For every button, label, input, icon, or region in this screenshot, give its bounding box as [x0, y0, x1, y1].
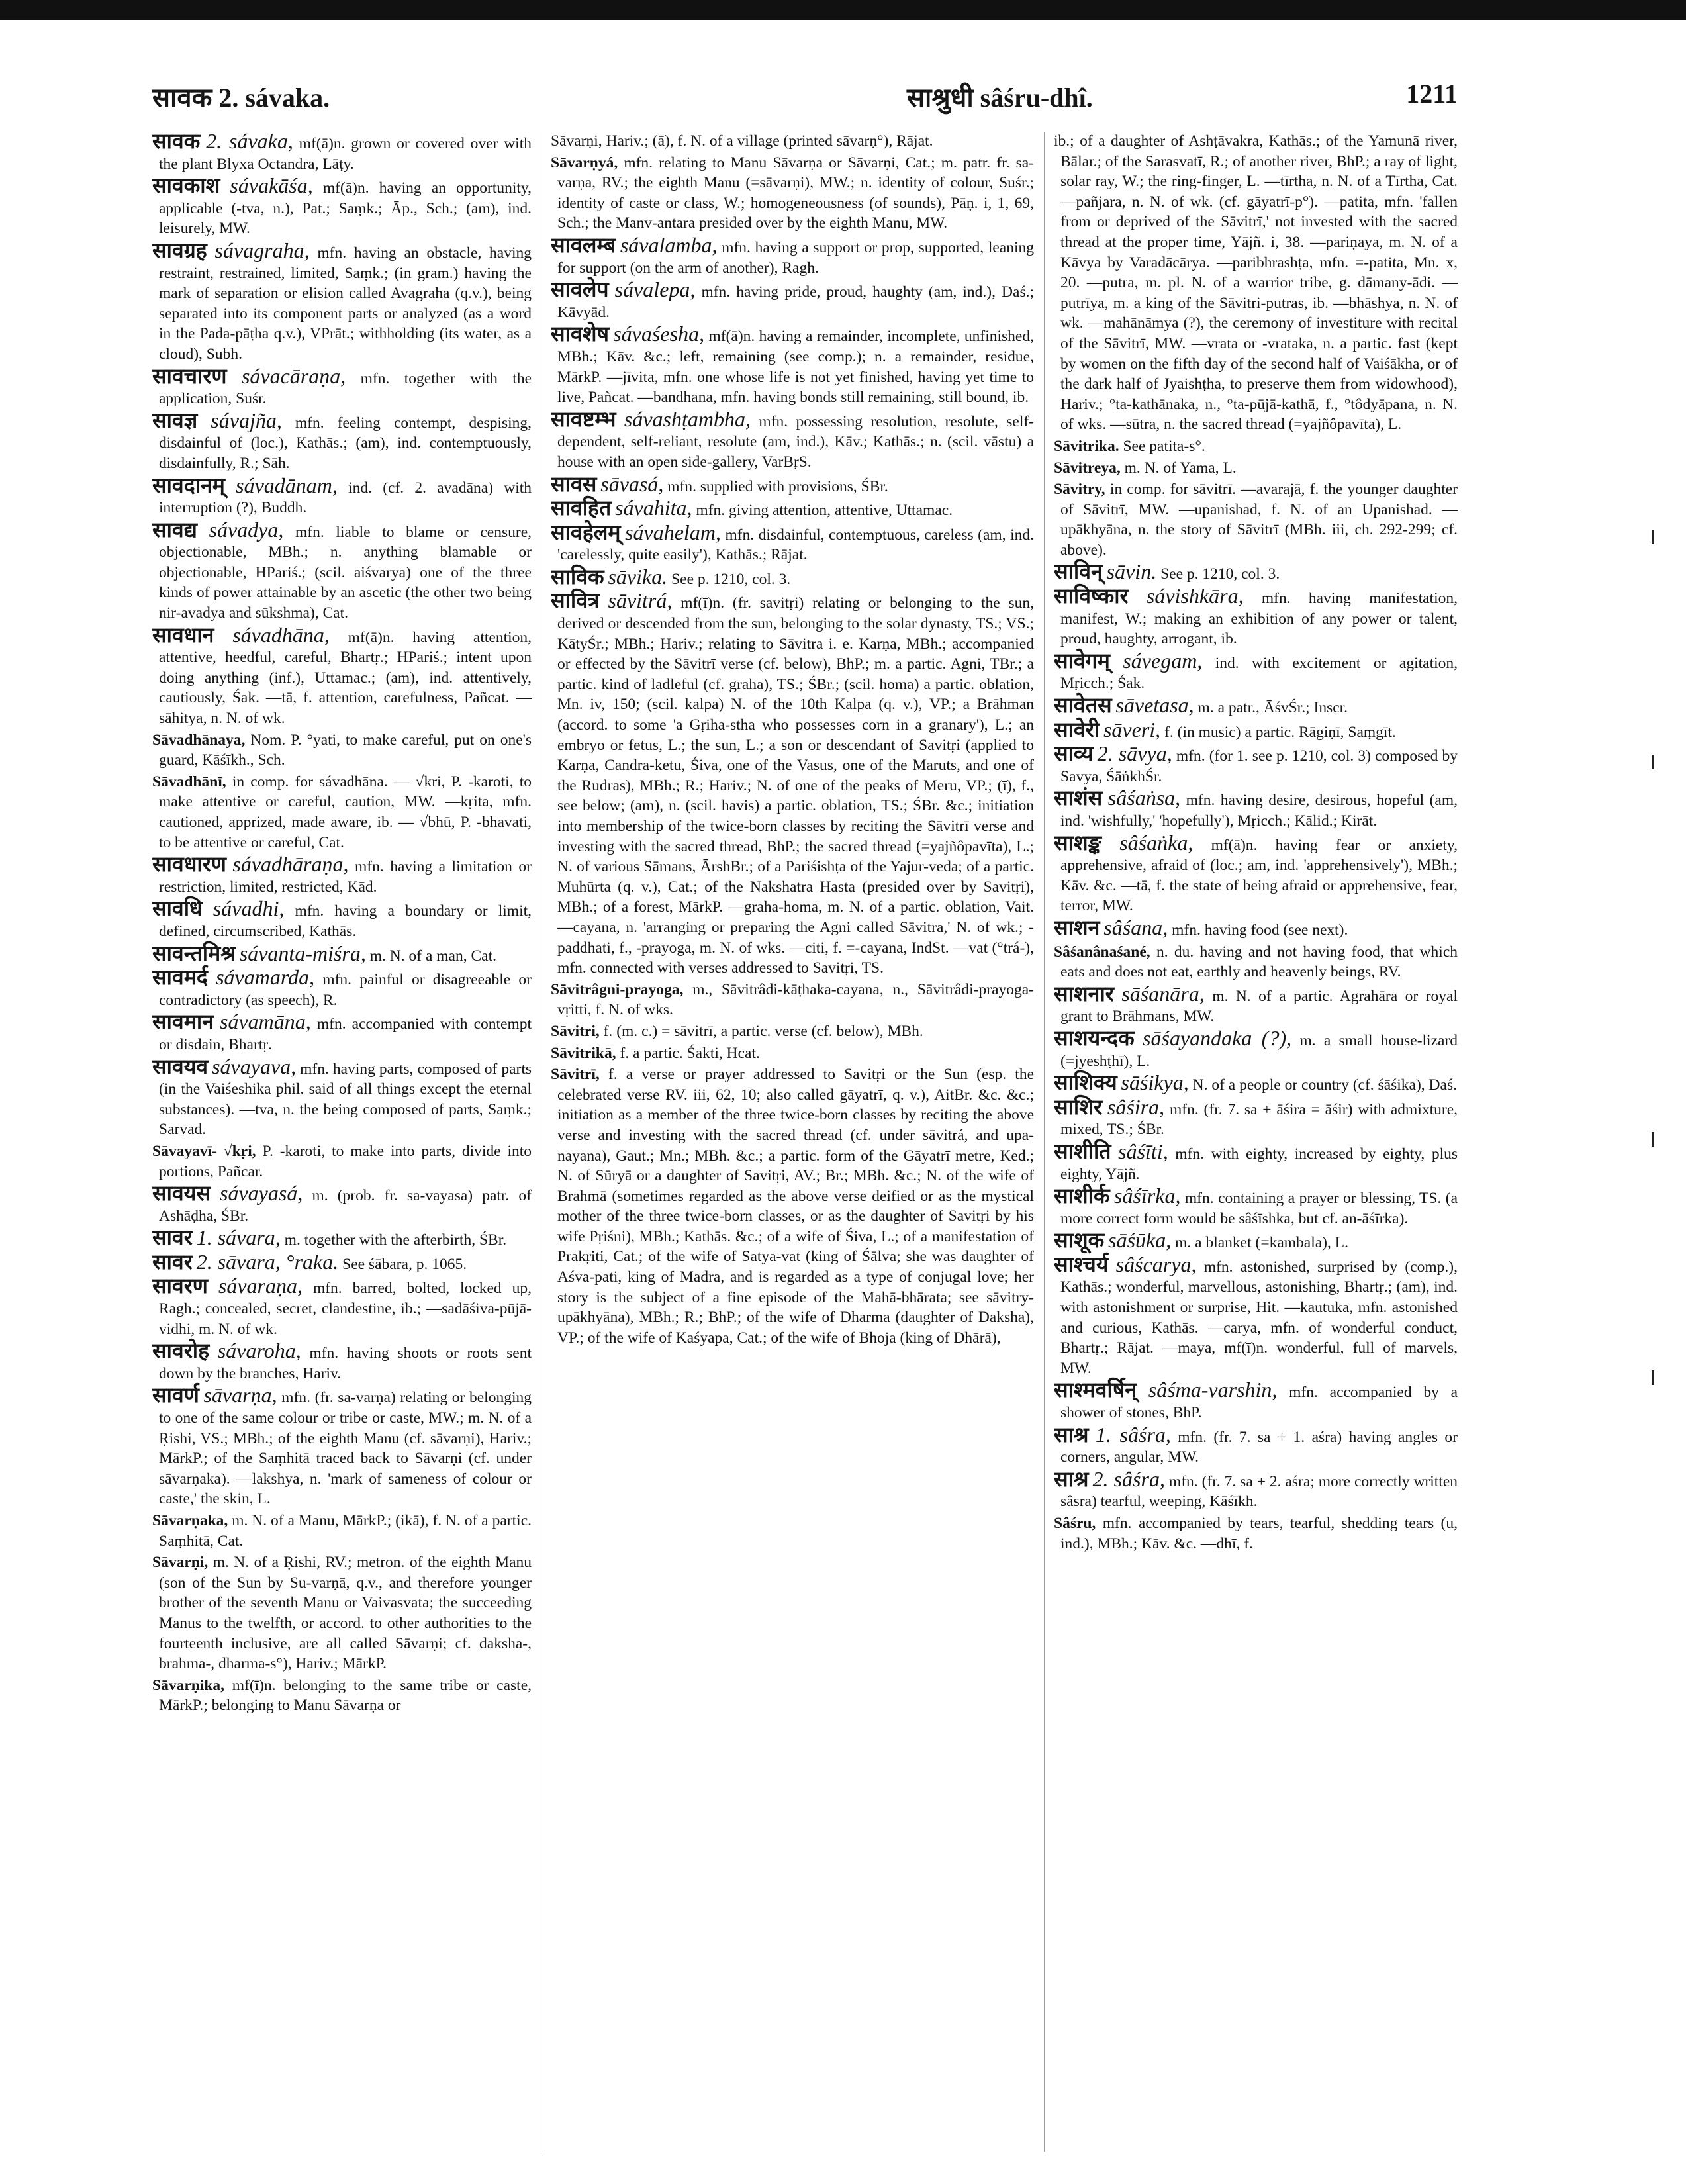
entry-definition: mf(ā)n. having attention, attentive, heedful, careful, Bhartṛ.; HPariś.; intent upon doing anything (inf.), Uttamac.; (am), ind. attentively, cautiously, Śak. —tā, f. attention, carefulness, Pañcat. —sāhitya, n. N. of wk. — [159, 628, 532, 728]
headword-devanagari: सावरण — [152, 1274, 208, 1298]
entry-definition: mfn. accompanied by tears, tearful, shedding tears (u, ind.), MBh.; Kāv. &c. —dhī, f. — [1060, 1515, 1458, 1552]
headword-devanagari: साशङ्क — [1054, 830, 1101, 855]
headword-devanagari: साशनार — [1054, 981, 1114, 1006]
dictionary-entry — [152, 1054, 532, 1140]
entry-definition: mfn. containing a prayer or blessing, TS. (a more correct form would be sâśīshka, but cf. an-āśīrka). — [1060, 1190, 1458, 1227]
entry-definition: mfn. having manifestation, manifest, W.; making an exhibition of any power or talent, proud, haughty, arrogant, ib. — [1060, 590, 1458, 648]
headword-transliteration: sávadhāna, — [232, 622, 330, 647]
headword-transliteration: sāśanāra, — [1121, 981, 1205, 1006]
headword-transliteration: sávadānam, — [236, 473, 338, 497]
entry-definition: m. together with the afterbirth, ŚBr. — [284, 1231, 507, 1249]
entry-definition: mfn. possessing resolution, resolute, self-dependent, self-reliant, resolute (am, ind.), Kāv.; Kathās.; n. (scil. vāstu) a house with an open side-gallery, VarBṛS. — [557, 412, 1034, 471]
dictionary-entry — [551, 232, 1034, 278]
entry-definition: n. du. having and not having food, that which eats and does not eat, earthly and heavenly beings, RV. — [1060, 943, 1458, 981]
headword-transliteration: sāvarṇa, — [203, 1383, 277, 1407]
dictionary-entry — [152, 410, 532, 474]
headword-devanagari: सावधारण — [152, 852, 226, 877]
subentry-headword: Sāvitreya, — [1054, 459, 1121, 477]
headword-devanagari: सावचारण — [152, 363, 227, 388]
dictionary-entry — [152, 1385, 532, 1509]
headword-devanagari: साशंस — [1054, 786, 1103, 810]
headword-transliteration: 2. sávaka, — [206, 131, 293, 153]
dictionary-entry — [152, 240, 532, 365]
subentry-headword: Sāvitri, — [551, 1022, 600, 1040]
headword-transliteration: sávashṭambha, — [624, 406, 751, 431]
dictionary-entry — [152, 1183, 532, 1226]
headword-devanagari: सावशेष — [551, 322, 609, 346]
headword-devanagari: साशन — [1054, 915, 1100, 939]
dictionary-entry — [1054, 915, 1458, 941]
entry-definition: mfn. having an obstacle, having restraint, restrained, limited, Saṃk.; (in gram.) having the mark of separation or elision called Avagraha (q.v.), being separated into its component parts or analyzed (as a word in the Pada-pāṭha q.v.), VPrāt.; withholding (its water, as a cloud), Subh. — [159, 244, 532, 363]
entry-definition: f. a verse or prayer addressed to Savitṛi or the Sun (esp. the celebrated verse RV. iii, 62, 10; also called gāyatrī, q. v.), AitBr. &c. &c.; initiation as a member of the three twice-born classes by reciting the above verse and investing with the sacred thread (cf. under sāvitrá, and upa-nayana), Gaut.; Mn.; MBh. &c.; a partic. form of the Gāyatrī metre, Ked.; N. of Sūryā or a daughter of Savitṛi, AV.; Br.; MBh. &c.; N. of the wife of Brahmā (sometimes regarded as the above verse deified or as the mystical mother of the three twice-born classes, or as the daughter of Savitṛi by his wife Pṛiśni), MBh.; Kathās. &c.; of a wife of Śiva, L.; of a manifestation of Prakṛiti, Cat.; of the wife of Satya-vat (king of Śālva; she was daughter of Aśva-pati, king of Madra, and is regarded as a type of conjugal love; her story is the subject of a fine episode of the Mahā-bhārata; see sāvitry-upākhyāna), MBh.; R.; BhP.; of the wife of Dharma (daughter of Daksha), VP.; of the wife of Kaśyapa, Cat.; of the wife of Bhoja (king of Dhārā), — [557, 1066, 1034, 1347]
entry-definition: m. N. of a Ṛishi, RV.; metron. of the eighth Manu (son of the Sun by Su-varṇā, q.v., and therefore younger brother of the seventh Manu or Vaivasvata; the succeeding Manus to the twelfth, or accord. to other authorities to the fourteenth inclusive, are all called Sāvarṇi; cf. daksha-, brahma-, dharma-s°), Hariv.; MārkP. — [159, 1554, 532, 1673]
entry-definition: mfn. (fr. sa-varṇa) relating or belonging to one of the same colour or tribe or caste, MW.; m. N. of a Ṛishi, VS.; MBh.; of the eighth Manu (cf. sāvarṇi), Hariv.; MārkP.; of the Saṃhitā traced back to Sāvarṇi (cf. under sāvarṇaka). —lakshya, n. 'mark of sameness of colour or caste,' the skin, L. — [159, 1389, 532, 1508]
headword-devanagari: सावमर्द — [152, 965, 208, 990]
entry-definition: Nom. P. °yati, to make careful, put on one's guard, Kāśīkh., Sch. — [159, 731, 532, 769]
headword-devanagari: सावयव — [152, 1054, 209, 1078]
entry-definition: mfn. having a limitation or restriction, limited, restricted, Kād. — [159, 858, 532, 896]
dictionary-entry — [551, 324, 1034, 407]
dictionary-entry — [1054, 1466, 1458, 1512]
dictionary-entry — [1054, 436, 1458, 457]
headword-transliteration: sâśaṅsa, — [1107, 786, 1181, 810]
headword-devanagari: सावद्य — [152, 517, 197, 542]
dictionary-entry — [152, 1676, 532, 1716]
headword-devanagari: सावित्र — [551, 589, 600, 613]
headword-transliteration: sâśīti, — [1118, 1139, 1168, 1163]
entry-definition: mf(ā)n. having an opportunity, applicable (-tva, n.), Pat.; Saṃk.; Āp., Sch.; (am), ind. leisurely, MW. — [159, 179, 532, 238]
headword-devanagari: साशिक्य — [1054, 1070, 1117, 1095]
entry-definition: See p. 1210, col. 3. — [1160, 565, 1280, 583]
headword-transliteration: sāvetasa, — [1115, 693, 1194, 718]
dictionary-entry — [1054, 1072, 1458, 1096]
entry-definition: mfn. having food (see next). — [1172, 921, 1348, 939]
dictionary-entry — [551, 591, 1034, 978]
headword-transliteration: 1. sávara, — [196, 1225, 281, 1250]
headword-transliteration: sāśūka, — [1108, 1228, 1172, 1253]
headword-transliteration: sâśana, — [1103, 915, 1168, 939]
entry-definition: mfn. having desire, desirous, hopeful (am, ind. 'wishfully,' 'hopefully'), Mṛicch.; Kālid.; Kirāt. — [1060, 792, 1458, 830]
entry-definition: ind. (cf. 2. avadāna) with interruption (?), Buddh. — [159, 479, 532, 517]
entry-definition: mfn. disdainful, contemptuous, careless (am, ind. 'carelessly, quite easily'), Kathās.; Rājat. — [557, 526, 1034, 564]
headword-transliteration: sávahita, — [615, 496, 692, 520]
subentry-headword: Sāvitrâgni-prayoga, — [551, 980, 684, 998]
subentry-headword: Sāvitrikā, — [551, 1044, 616, 1062]
dictionary-entry — [152, 967, 532, 1010]
headword-transliteration: sāvasá, — [600, 471, 664, 496]
headword-transliteration: sávaśesha, — [613, 322, 705, 346]
entry-definition: Sāvarṇi, Hariv.; (ā), f. N. of a village (printed sāvarṇ°), Rājat. — [551, 132, 933, 150]
column-1 — [152, 131, 532, 2157]
headword-devanagari: सावेगम् — [1054, 648, 1110, 673]
dictionary-entry — [1054, 1141, 1458, 1184]
dictionary-entry — [551, 471, 1034, 497]
headword-devanagari: सावधान — [152, 622, 214, 647]
headword-transliteration: sávacāraṇa, — [241, 363, 346, 388]
margin-tick — [1652, 1132, 1654, 1147]
entry-definition: mfn. together with the application, Suśr. — [159, 369, 532, 408]
headword-transliteration: 2. sāvara, °raka. — [196, 1249, 339, 1274]
entry-definition: in comp. for sávadhāna. — √kri, P. -karoti, to make attentive or careful, caution, MW. —kṛita, mfn. cautioned, apprized, made aware, ib. — √bhū, P. -bhavati, to be attentive or careful, Cat. — [159, 773, 532, 851]
dictionary-entry — [551, 131, 1034, 152]
headword-transliteration: sávamāna, — [220, 1010, 311, 1034]
page-header — [152, 78, 1458, 124]
headword-devanagari: साव्य — [1054, 741, 1094, 766]
headword-transliteration: sávayava, — [212, 1054, 297, 1078]
headword-devanagari: साशिर — [1054, 1094, 1103, 1119]
entry-definition: f. (m. c.) = sāvitrī, a partic. verse (cf. below), MBh. — [603, 1022, 923, 1040]
headword-transliteration: sávadhāraṇa, — [232, 852, 349, 877]
headword-transliteration: sāvitrá, — [608, 589, 673, 613]
headword-devanagari: सावर्ण — [152, 1383, 199, 1407]
headword-devanagari: सावष्टम्भ — [551, 406, 616, 431]
headword-devanagari: सावक — [152, 131, 201, 153]
entry-definition: m. a patr., ĀśvŚr.; Inscr. — [1197, 699, 1348, 717]
headword-transliteration: sávaroha, — [217, 1339, 301, 1363]
dictionary-entry — [1054, 1025, 1458, 1071]
headword-devanagari: साशीति — [1054, 1139, 1111, 1163]
dictionary-entry — [551, 1065, 1034, 1348]
headword-devanagari: सावरोह — [152, 1339, 210, 1363]
dictionary-entry — [152, 175, 532, 239]
dictionary-entry — [152, 475, 532, 518]
entry-definition: mfn. relating to Manu Sāvarṇa or Sāvarṇi, Cat.; m. patr. fr. sa-varṇa, RV.; the eighth Manu (=sāvarṇi), MW.; n. identity of colour, Suśr.; identity of caste or class, W.; homogeneousness (of sounds), Pāṇ. i, 1, 69, Sch.; the Manv-antara presided over by the eighth Manu, MW. — [557, 154, 1034, 232]
top-border-bar — [0, 0, 1686, 20]
subentry-headword: Sāvadhānī, — [152, 773, 226, 790]
entry-definition: mfn. liable to blame or censure, objectionable, MBh.; n. anything blamable or objectionable, HPariś.; (scil. aiśvarya) one of the three kinds of power attainable by an ascetic (the other two being nir-avadya and sūkshma), Cat. — [159, 523, 532, 622]
dictionary-entry — [551, 498, 1034, 521]
dictionary-entry — [551, 279, 1034, 322]
headword-transliteration: sávanta-miśra, — [239, 941, 366, 965]
dictionary-entry — [1054, 717, 1458, 743]
headword-devanagari: साश्चर्य — [1054, 1252, 1109, 1276]
headword-transliteration: sâśira, — [1107, 1094, 1165, 1119]
dictionary-entry — [152, 622, 532, 729]
dictionary-entry — [1054, 561, 1458, 585]
margin-tick — [1652, 530, 1654, 544]
headword-devanagari: सावर — [152, 1225, 193, 1250]
dictionary-entry — [152, 1249, 532, 1275]
entry-definition: m. N. of Yama, L. — [1124, 459, 1237, 477]
subentry-headword: Sāvarṇi, — [152, 1554, 209, 1572]
margin-tick — [1652, 1370, 1654, 1385]
dictionary-entry — [1054, 1094, 1458, 1140]
headword-devanagari: साश्र — [1054, 1422, 1089, 1447]
headword-devanagari: सावर — [152, 1249, 193, 1274]
dictionary-entry — [551, 980, 1034, 1020]
headword-transliteration: sávajña, — [211, 408, 282, 432]
entry-definition: See patita-s°. — [1123, 437, 1205, 455]
dictionary-entry — [1054, 830, 1458, 916]
headword-transliteration: sāvika. — [608, 564, 668, 589]
headword-transliteration: sāvin. — [1106, 559, 1157, 584]
subentry-headword: Sāvayavī- √kṛi, — [152, 1142, 256, 1160]
dictionary-entry — [1054, 1252, 1458, 1379]
column-3 — [1054, 131, 1458, 2157]
entry-definition: P. -karoti, to make into parts, divide into portions, Pañcar. — [159, 1142, 532, 1180]
headword-devanagari: सावकाश — [152, 173, 220, 198]
headword-devanagari: साशयन्दक — [1054, 1025, 1135, 1050]
headword-devanagari: साशीर्क — [1054, 1184, 1110, 1208]
entry-definition: ind. with excitement or agitation, Mṛicch.; Śak. — [1060, 654, 1458, 692]
headword-devanagari: सावेरी — [1054, 717, 1100, 741]
dictionary-entry — [152, 517, 532, 624]
column-divider — [1044, 132, 1045, 2152]
entry-definition: mfn. having a boundary or limit, defined, circumscribed, Kathās. — [159, 902, 532, 940]
entry-definition: mfn. having pride, proud, haughty (am, ind.), Daś.; Kāvyād. — [557, 283, 1034, 321]
dictionary-entry — [1054, 981, 1458, 1027]
subentry-headword: Sāvarṇika, — [152, 1676, 225, 1694]
dictionary-entry — [551, 1021, 1034, 1042]
margin-tick — [1652, 755, 1654, 769]
dictionary-entry — [152, 854, 532, 897]
entry-definition: mfn. with eighty, increased by eighty, plus eighty, Yājñ. — [1060, 1145, 1458, 1183]
entry-definition: f. (in music) a partic. Rāgiṇī, Saṃgīt. — [1164, 723, 1396, 741]
entry-definition: m. N. of a partic. Agrahāra or royal grant to Brāhmans, MW. — [1060, 987, 1458, 1025]
dictionary-entry — [1054, 648, 1458, 694]
headword-transliteration: sāśayandaka (?), — [1143, 1025, 1292, 1050]
entry-definition: mfn. giving attention, attentive, Uttamac. — [696, 502, 953, 520]
dictionary-entry — [1054, 788, 1458, 831]
headword-transliteration: sávagraha, — [214, 238, 310, 262]
dictionary-entry — [1054, 131, 1458, 435]
entry-definition: mfn. accompanied by a shower of stones, BhP. — [1060, 1384, 1458, 1422]
dictionary-entry — [152, 1141, 532, 1182]
entry-definition: m. N. of a man, Cat. — [369, 947, 496, 965]
headword-devanagari: सावलेप — [551, 277, 609, 302]
headword-devanagari: सावदानम् — [152, 473, 225, 497]
dictionary-entry — [1054, 942, 1458, 982]
headword-devanagari: साश्मवर्षिन् — [1054, 1378, 1137, 1402]
entry-definition: f. a partic. Śakti, Hcat. — [620, 1044, 760, 1062]
headword-transliteration: sávalepa, — [614, 277, 696, 302]
headword-transliteration: 2. sāvya, — [1097, 741, 1172, 766]
headword-devanagari: सावस — [551, 471, 597, 496]
dictionary-entry — [152, 943, 532, 967]
subentry-headword: Sâśanânaśané, — [1054, 943, 1150, 961]
headword-devanagari: सावहित — [551, 496, 612, 520]
entry-definition: mfn. (fr. 7. sa + 1. aśra) having angles or corners, angular, MW. — [1060, 1428, 1458, 1466]
dictionary-entry — [551, 153, 1034, 234]
entry-definition: m., Sāvitrâdi-kāṭhaka-cayana, n., Sāvitrâdi-prayoga-vṛitti, f. N. of wks. — [557, 980, 1034, 1019]
headword-transliteration: sávadya, — [209, 517, 284, 542]
headword-transliteration: sávayasá, — [220, 1181, 303, 1206]
headword-transliteration: sávalamba, — [620, 232, 718, 257]
dictionary-entry — [1054, 586, 1458, 649]
entry-definition: ib.; of a daughter of Ashṭāvakra, Kathās.; of the Yamunā river, Bālar.; of the Sarasvatī, R.; of another river, BhP.; a ray of light, solar ray, W.; the ring-finger, L. —tīrtha, n. N. of a Tīrtha, Cat. —pañjara, n. N. of wk. (cf. gāyatrī-p°). —patita, mfn. 'fallen from or deprived of the Sāvitrī,' not invested with the sacred thread at the proper time, Yājñ. i, 38. —pariṇaya, m. N. of a Kāvya by Varadācārya. —paribhrashṭa, mfn. =-patita, Mn. x, 20. —putra, m. pl. N. of a warrior tribe, g. dāmany-ādi. —putrīya, m. a king of the Sāvitri-putras, ib. —bhāshya, n. N. of wk. —mahānāmya (?), the ceremony of investiture with recital of the Sāvitrī, MW. —vrata or -vrataka, n. a partic. fast (kept by women on the fifth day of the second half of Vaiśākha, or of the dark half of Jyaishṭha, to preserve them from widowhood), Hariv.; °ta-kathānaka, n., °ta-pūjā-kathā, f., °tôdyāpana, n. N. of wks. —sūtra, n. the sacred thread (=yajñôpavīta), L. — [1054, 132, 1458, 434]
headword-transliteration: sávadhi, — [212, 896, 285, 921]
entry-definition: mfn. having parts, composed of parts (in the Vaiśeshika phil. said of all things except the eternal substances). —tva, n. the being composed of parts, Saṃk.; Sarvad. — [159, 1060, 532, 1139]
dictionary-entry — [152, 1341, 532, 1384]
dictionary-entry — [1054, 1230, 1458, 1253]
entry-definition: m. N. of a Manu, MārkP.; (ikā), f. N. of a partic. Saṃhitā, Cat. — [159, 1512, 532, 1550]
entry-definition: m. (prob. fr. sa-vayasa) patr. of Ashāḍha, ŚBr. — [159, 1187, 532, 1225]
headword-transliteration: sāveri, — [1103, 717, 1161, 741]
subentry-headword: Sāvarṇaka, — [152, 1512, 228, 1529]
dictionary-entry — [551, 564, 1034, 590]
entry-definition: mf(ī)n. (fr. savitṛi) relating or belonging to the sun, derived or descended from the sun, belonging to the solar dynasty, TS.; VS.; KātyŚr.; MBh.; Hariv.; relating to Sāvitra i. e. Karṇa, MBh.; accompanied or effected by the Sāvitrī verse (cf. below), BhP.; m. a partic. Agni, TBr.; a partic. kind of ladleful (cf. graha), TS.; ŚBr.; (scil. homa) a partic. oblation, Mn. iv, 150; (scil. kalpa) N. of the 10th Kalpa (q. v.), VP.; a Brāhman (accord. to some 'a Gṛiha-stha who possesses corn in a granary'), L.; an embryo or fetus, L.; the sun, L.; a son or descendant of Savitṛi (applied to Karṇa, Candra-ketu, Śiva, one of the Vasus, one of the Maruts, and one of the Rudras), MBh.; R.; Hariv.; N. of one of the peaks of Meru, VP.; (ī), f., see below; (am), n. (scil. havis) a partic. oblation, TS.; ŚBr. &c.; initiation into membership of the twice-born classes by reciting the Sāvitrī verse and investing with the sacred thread, BhP.; the sacred thread (=yajñôpavīta), L.; N. of various Sāmans, ĀrshBr.; of a Pariśishṭa of the Yajur-veda; of a partic. Muhūrta (q. v.), Cat.; of the Nakshatra Hasta (presided over by Savitṛi), MBh.; of a forest, MārkP. —graha-homa, m. N. of a partic. oblation, Vait. —cayana, n. 'arranging or preparing the Agni called Sāvitra,' N. of wk.; -paddhati, f., -prayoga, m. N. of wks. —citi, f. =-cayana, IndSt. —vat (°trá-), mfn. connected with verses addressed to Savitṛi, TS. — [557, 594, 1034, 977]
headword-devanagari: सावलम्ब — [551, 232, 616, 257]
dictionary-entry — [551, 406, 1034, 473]
dictionary-entry — [152, 1552, 532, 1674]
subentry-headword: Sâśru, — [1054, 1515, 1096, 1532]
entry-definition: mf(ā)n. grown or covered over with the plant Blyxa Octandra, Lāṭy. — [159, 135, 532, 173]
dictionary-entry — [1054, 1513, 1458, 1554]
headword-transliteration: sávegam, — [1123, 648, 1203, 673]
page-number: 1211 — [1406, 79, 1458, 109]
dictionary-entry — [1054, 458, 1458, 479]
running-head-left: सावक 2. sávaka. — [152, 83, 330, 113]
dictionary-entry — [1054, 695, 1458, 718]
dictionary-entry — [152, 730, 532, 771]
headword-transliteration: sávishkāra, — [1146, 584, 1244, 608]
dictionary-entry — [152, 1276, 532, 1339]
headword-transliteration: sávamarda, — [216, 965, 315, 990]
subentry-headword: Sāvitrika. — [1054, 437, 1119, 455]
running-head-center: साश्रुधी sâśru-dhî. — [907, 83, 1093, 113]
entry-definition: in comp. for sāvitrī. —avarajā, f. the younger daughter of Sāvitrī, MW. —upanishad, f. N. of an Upanishad. —upākhyāna, n. the story of Sāvitrī (MBh. iii, ch. 292-299; cf. above). — [1060, 481, 1458, 559]
entry-definition: mfn. accompanied with contempt or disdain, Bhartṛ. — [159, 1016, 532, 1053]
headword-transliteration: sávaraṇa, — [218, 1274, 303, 1298]
entry-definition: N. of a people or country (cf. śāśika), Daś. — [1192, 1076, 1457, 1094]
headword-transliteration: sâścarya, — [1115, 1252, 1197, 1276]
headword-devanagari: सावयस — [152, 1181, 211, 1206]
dictionary-entry — [551, 522, 1034, 565]
entry-definition: mfn. having shoots or roots sent down by the branches, Hariv. — [159, 1345, 532, 1382]
dictionary-entry — [152, 363, 532, 409]
dictionary-entry — [1054, 743, 1458, 786]
subentry-headword: Sāvarṇyá, — [551, 154, 618, 171]
entry-definition: See śābara, p. 1065. — [342, 1255, 467, 1273]
dictionary-entry — [152, 1511, 532, 1551]
entry-definition: See p. 1210, col. 3. — [671, 570, 791, 588]
headword-transliteration: sâśma-varshin, — [1148, 1378, 1278, 1402]
dictionary-entry — [152, 1227, 532, 1251]
headword-devanagari: सावग्रह — [152, 238, 207, 262]
entry-definition: mf(ī)n. belonging to the same tribe or caste, MārkP.; belonging to Manu Sāvarṇa or — [159, 1676, 532, 1715]
entry-definition: mfn. supplied with provisions, ŚBr. — [667, 477, 888, 495]
entry-definition: mfn. (for 1. see p. 1210, col. 3) composed by Savya, ŚāṅkhŚr. — [1060, 747, 1458, 785]
dictionary-entry — [551, 1043, 1034, 1064]
entry-definition: m. a blanket (=kambala), L. — [1175, 1234, 1348, 1252]
entry-definition: mf(ā)n. having a remainder, incomplete, unfinished, MBh.; Kāv. &c.; left, remaining (see comp.); n. a remainder, residue, MārkP. —jīvita, mfn. one whose life is not yet finished, having yet time to live, Pañcat. —bandhana, mfn. having bonds still remaining, still bound, ib. — [557, 328, 1034, 406]
headword-devanagari: सावधि — [152, 896, 203, 921]
headword-devanagari: सावन्तमिश्र — [152, 941, 236, 965]
headword-devanagari: साविन् — [1054, 559, 1103, 584]
dictionary-entry — [1054, 1186, 1458, 1229]
entry-definition: m. a small house-lizard (=jyeshṭhī), L. — [1060, 1031, 1458, 1070]
headword-devanagari: सावमान — [152, 1010, 214, 1034]
headword-transliteration: 2. sâśra, — [1092, 1466, 1165, 1491]
entry-definition: mfn. feeling contempt, despising, disdainful of (loc.), Kathās.; (am), ind. contemptuously, disdainfully, R.; Sāh. — [159, 414, 532, 472]
entry-definition: mfn. barred, bolted, locked up, Ragh.; concealed, secret, clandestine, ib.; —sadāśiva-pūjā-vidhi, m. N. of wk. — [159, 1280, 532, 1338]
headword-devanagari: सावज्ञ — [152, 408, 198, 432]
headword-devanagari: साविष्कार — [1054, 584, 1129, 608]
dictionary-entry — [152, 898, 532, 941]
dictionary-entry — [1054, 1380, 1458, 1423]
entry-definition: mfn. having a support or prop, supported, leaning for support (on the arm of another), Ragh. — [557, 238, 1034, 277]
entry-definition: mfn. (fr. 7. sa + 2. aśra; more correctly written sâsra) tearful, weeping, Kāśīkh. — [1060, 1472, 1458, 1511]
headword-transliteration: sávahelam, — [625, 520, 721, 544]
headword-transliteration: sâśaṅka, — [1119, 830, 1194, 855]
dictionary-entry — [1054, 1422, 1458, 1468]
column-2 — [551, 131, 1034, 2157]
headword-devanagari: साशूक — [1054, 1228, 1105, 1253]
subentry-headword: Sāvadhānaya, — [152, 731, 246, 749]
headword-devanagari: साविक — [551, 564, 604, 589]
headword-transliteration: sâśīrka, — [1114, 1184, 1181, 1208]
dictionary-entry — [152, 772, 532, 853]
dictionary-entry — [1054, 479, 1458, 560]
entry-definition: mfn. painful or disagreeable or contradictory (as speech), R. — [159, 971, 532, 1009]
entry-definition: mf(ā)n. having fear or anxiety, apprehensive, afraid of (loc.; am, ind. 'apprehensively'), MBh.; Kāv. &c. —tā, f. the state of being afraid or apprehensive, fear, terror, MW. — [1060, 836, 1458, 915]
headword-devanagari: सावेतस — [1054, 693, 1112, 718]
subentry-headword: Sāvitry, — [1054, 481, 1105, 499]
headword-transliteration: 1. sâśra, — [1095, 1422, 1171, 1447]
entry-definition: mfn. astonished, surprised by (comp.), Kathās.; wonderful, marvellous, astonishing, Bhartṛ.; (am), ind. with astonishment or surprise, Hit. —kautuka, mfn. astonished and curious, Kathās. —carya, mfn. of wonderful conduct, Bhartṛ.; Rājat. —maya, mf(ī)n. wonderful, full of marvels, MW. — [1060, 1258, 1458, 1377]
headword-devanagari: सावहेलम् — [551, 520, 621, 544]
headword-transliteration: sāśikya, — [1121, 1070, 1189, 1095]
dictionary-entry — [152, 131, 532, 174]
subentry-headword: Sāvitrī, — [551, 1066, 600, 1084]
headword-devanagari: साश्र — [1054, 1466, 1089, 1491]
headword-transliteration: sávakāśa, — [230, 173, 313, 198]
entry-definition: mfn. (fr. 7. sa + āśira = āśir) with admixture, mixed, TS.; ŚBr. — [1060, 1100, 1458, 1139]
dictionary-entry — [152, 1012, 532, 1055]
